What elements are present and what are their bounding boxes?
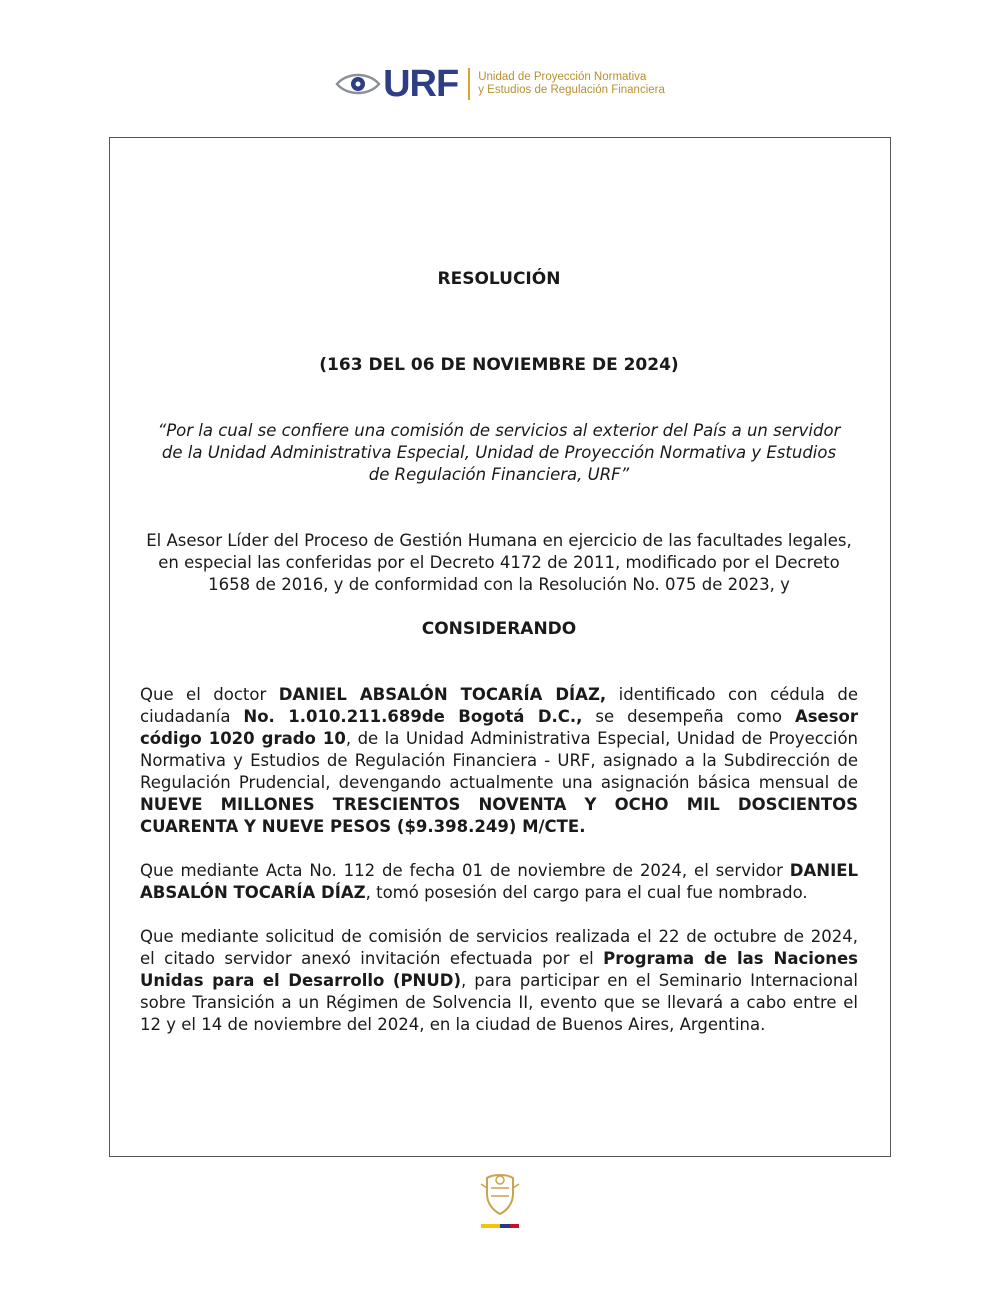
flag-yellow bbox=[481, 1224, 500, 1228]
eye-icon bbox=[335, 69, 381, 99]
urf-logo bbox=[335, 65, 665, 103]
bold-run: DANIEL ABSALÓN TOCARÍA DÍAZ, bbox=[278, 685, 607, 704]
text-run: , de la Unidad Administrativa Especial, Unidad de Proyección Normativa y Estudios de Regulación Financiera - URF, asignado a la Subdirección de Regulación Prudencial, devengando actualmente una asignación básica mensual de bbox=[140, 729, 858, 792]
bold-run: Programa de las Naciones Unidas para el Desarrollo (PNUD) bbox=[140, 949, 858, 990]
resolution-number: (163 DEL 06 DE NOVIEMBRE DE 2024) bbox=[319, 355, 679, 375]
text-run: , para participar en el Seminario Internacional sobre Transición a un Régimen de Solvencia II, evento que se llevará a cabo entre el 12 y el 14 de noviembre del 2024, en la ciudad de Buenos Aires, Argentina. bbox=[140, 971, 858, 1034]
paragraph-2 bbox=[140, 860, 858, 904]
text-run: se desempeña como bbox=[582, 707, 795, 726]
page-footer bbox=[0, 1172, 1000, 1228]
document-frame bbox=[109, 137, 891, 1157]
logo-divider bbox=[468, 68, 470, 100]
paragraph-1 bbox=[140, 684, 858, 838]
coat-of-arms-icon bbox=[479, 1172, 521, 1218]
bold-run: No. 1.010.211.689de Bogotá D.C., bbox=[243, 707, 583, 726]
preamble: El Asesor Líder del Proceso de Gestión Humana en ejercicio de las facultades legales, en especial las conferidas por el Decreto 4172 de 2011, modificado por el Decreto 1658 de 2016, y de conformidad con la Resolución No. 075 de 2023, y bbox=[146, 531, 852, 594]
page-header bbox=[0, 58, 1000, 110]
bold-run: DANIEL ABSALÓN TOCARÍA DÍAZ bbox=[140, 861, 858, 902]
considerando-heading: CONSIDERANDO bbox=[421, 619, 577, 639]
logo-line-1: Unidad de Proyección Normativa bbox=[478, 71, 647, 83]
document-title: RESOLUCIÓN bbox=[437, 269, 561, 289]
logo-text bbox=[478, 71, 665, 97]
text-run: Que el doctor bbox=[140, 685, 279, 704]
flag-blue bbox=[500, 1224, 510, 1228]
flag-stripe bbox=[481, 1224, 519, 1228]
flag-red bbox=[510, 1224, 519, 1228]
text-run: identificado con cédula de ciudadanía bbox=[140, 685, 858, 726]
document-content bbox=[140, 268, 858, 1036]
text-run: Que mediante solicitud de comisión de servicios realizada el 22 de octubre de 2024, el citado servidor anexó invitación efectuada por el bbox=[140, 927, 858, 968]
logo-mark: URF bbox=[383, 63, 459, 105]
bold-run: NUEVE MILLONES TRESCIENTOS NOVENTA Y OCHO MIL DOSCIENTOS CUARENTA Y NUEVE PESOS ($9.398.249) M/CTE. bbox=[140, 795, 858, 836]
bold-run: Asesor código 1020 grado 10 bbox=[140, 707, 859, 748]
text-run: , tomó posesión del cargo para el cual fue nombrado. bbox=[365, 883, 808, 902]
paragraph-3 bbox=[140, 926, 858, 1036]
resolution-subject: “Por la cual se confiere una comisión de servicios al exterior del País a un servidor de la Unidad Administrativa Especial, Unidad de Proyección Normativa y Estudios de Regulación Financiera, URF” bbox=[157, 421, 841, 484]
logo-line-2: y Estudios de Regulación Financiera bbox=[478, 84, 665, 96]
text-run: Que mediante Acta No. 112 de fecha 01 de noviembre de 2024, el servidor bbox=[140, 861, 790, 880]
